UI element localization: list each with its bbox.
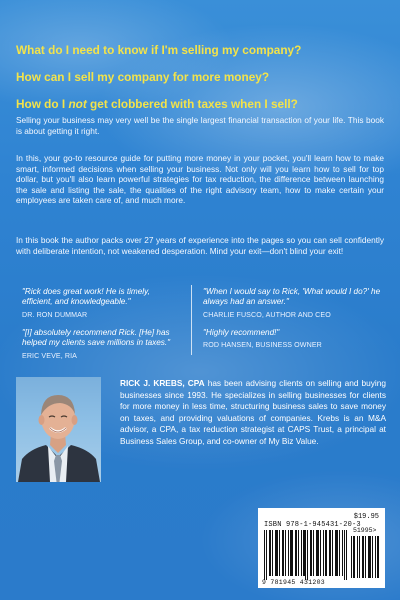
intro-paragraph: Selling your business may very well be the single largest financial transaction of your life. This book is about getting it right.	[16, 115, 384, 136]
barcode-digits: 9 781945 431203	[262, 579, 326, 586]
testimonial-4-text: "Highly recommend!"	[203, 328, 280, 337]
testimonial-1-author: DR. RON DUMMAR	[22, 311, 88, 319]
testimonial-divider	[191, 285, 192, 355]
isbn-barcode	[258, 508, 385, 588]
author-photo	[16, 377, 101, 482]
price-label: $19.95	[353, 513, 379, 521]
isbn-number: ISBN 978-1-945431-20-3	[264, 521, 361, 529]
headline-question-2: How can I sell my company for more money?	[16, 70, 270, 84]
testimonial-2-text: "When I would say to Rick, 'What would I do?' he always had an answer."	[203, 287, 381, 307]
price-addon-bars	[351, 536, 379, 578]
testimonial-3-text: "[I] absolutely recommend Rick. [He] has helped my clients save millions in taxes."	[22, 328, 171, 348]
testimonial-3-author: ERIC VEVE, RIA	[22, 352, 78, 360]
testimonial-1-text: "Rick does great work! He is timely, efficient, and knowledgeable."	[22, 287, 150, 307]
testimonial-4-author: ROD HANSEN, BUSINESS OWNER	[203, 341, 322, 349]
headline-q3-emphasis: not	[68, 97, 87, 111]
author-bio	[120, 378, 386, 448]
author-portrait-illustration	[16, 377, 101, 482]
ean-barcode-bars	[264, 530, 348, 580]
author-name: RICK J. KREBS, CPA	[120, 378, 205, 388]
author-experience-paragraph: In this book the author packs over 27 years of experience into the pages so you can sell confidently with deliberate intention, not weakened desperation. Mind your exit—don't blind your exit!	[16, 235, 384, 256]
description-paragraph: In this, your go-to resource guide for putting more money in your pocket, you'll learn how to make smart, informed decisions when selling your business. Not only will you learn how to sell for top dollar, but you'll also learn powerful strategies for tax reduction, the difference between launching the sale and listing the sale, the qualities of the right advisory team, how to make certain your employees are taken care of, and much more.	[16, 153, 384, 206]
author-bio-text: has been advising clients on selling and buying businesses since 1993. He specializes in selling businesses for clients for more money in less time, structuring business sales to save money on taxes, and providing valuations of companies. Krebs is an M&A advisor, a CPA, a tax reduction strategist at CAPS Trust, a principal at Business Sales Group, and co-owner of My Biz Value.	[120, 378, 386, 446]
price-addon-code: 51995>	[353, 527, 377, 534]
headline-question-3	[16, 97, 390, 111]
headline-question-1: What do I need to know if I'm selling my company?	[16, 43, 302, 57]
testimonial-2-author: CHARLIE FUSCO, AUTHOR AND CEO	[203, 311, 331, 319]
headline-q3-end: get clobbered with taxes when I sell?	[86, 97, 298, 111]
headline-q3-start: How do I	[16, 97, 69, 111]
